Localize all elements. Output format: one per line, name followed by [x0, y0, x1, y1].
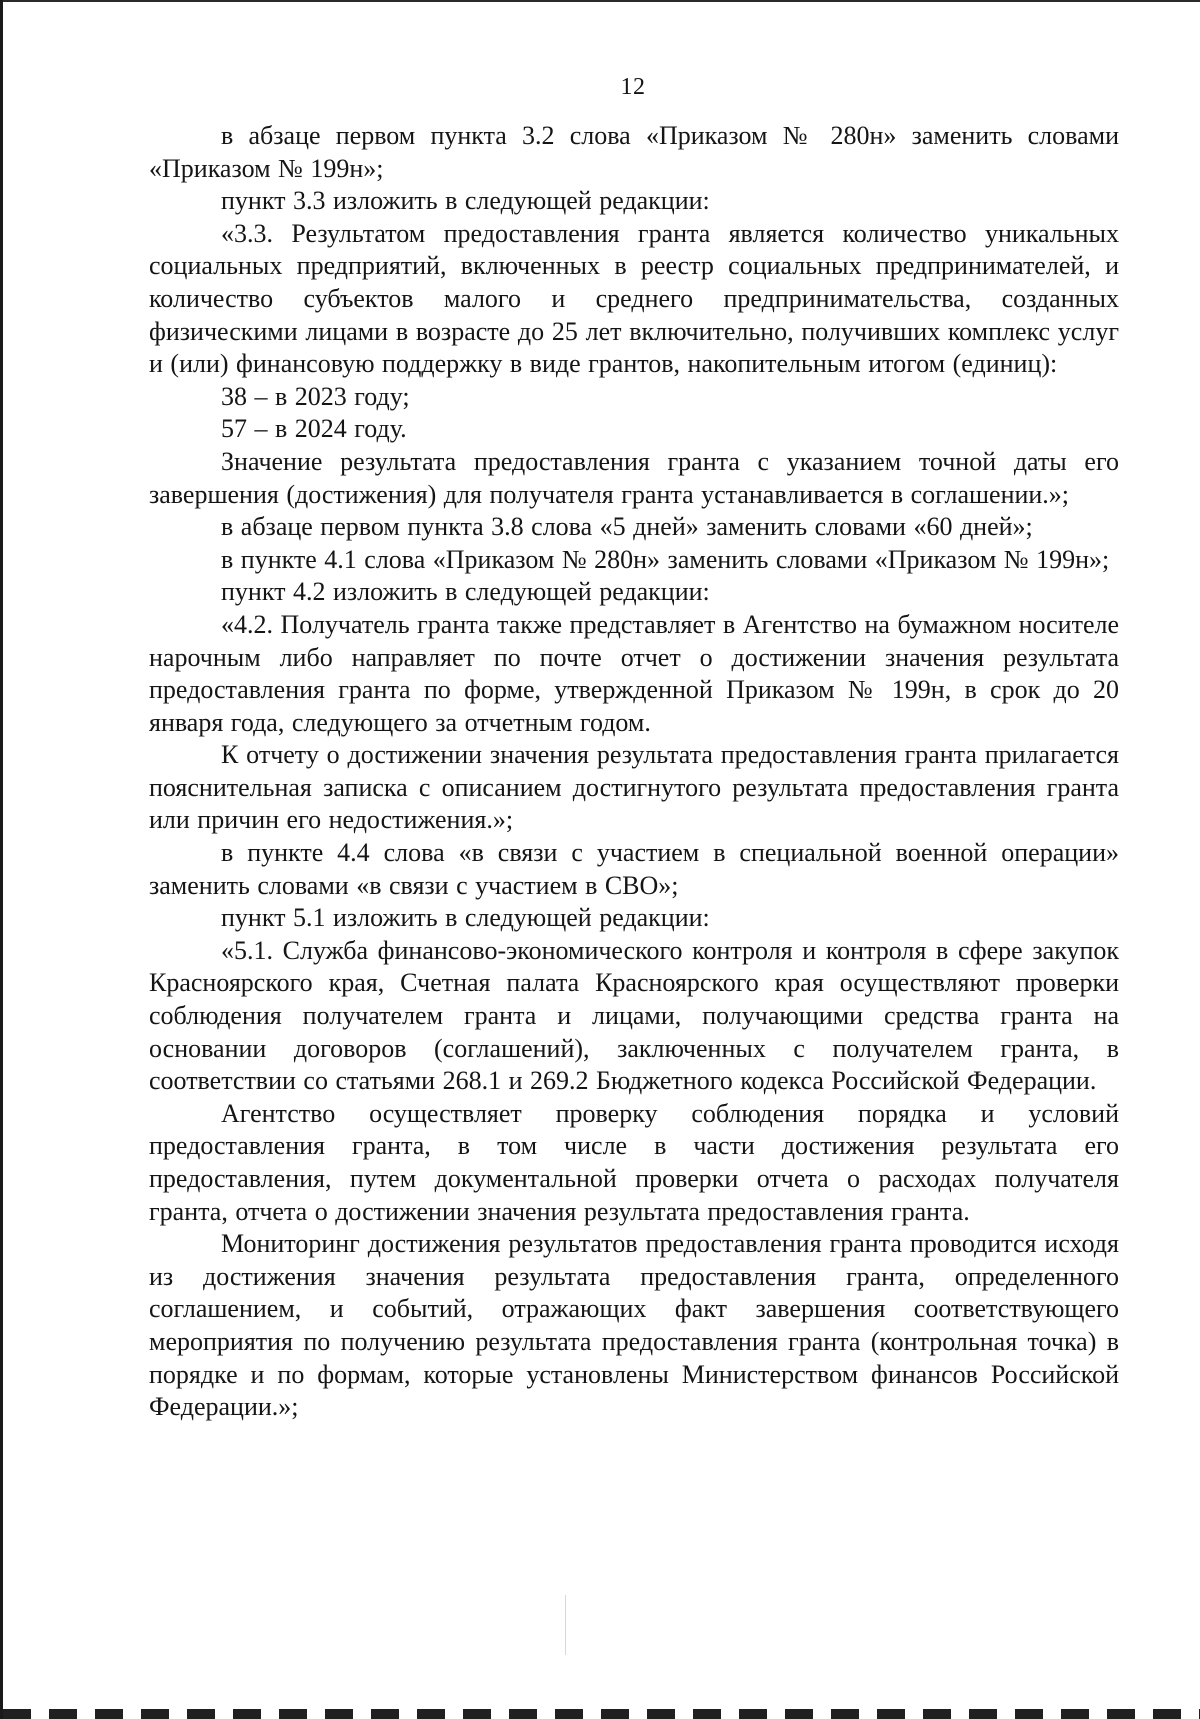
scan-edge-bottom — [3, 1709, 1200, 1719]
page-number: 12 — [620, 74, 646, 100]
paragraph-1: в абзаце первом пункта 3.2 слова «Приказом № 280н» заменить словами «Приказом № 199н»; — [149, 121, 1119, 183]
paragraph-14: «5.1. Служба финансово-экономического контроля и контроля в сфере закупок Красноярского края, Счетная палата Красноярского края осуществляют проверки соблюдения получателем гранта и лицами, получающими средства гранта на основании договоров (соглашений), заключенных с получателем гранта, в соответствии со статьями 268.1 и 269.2 Бюджетного кодекса Российской Федерации. — [149, 935, 1119, 1096]
paragraph-10: «4.2. Получатель гранта также представляет в Агентство на бумажном носителе нарочным либо направляет по почте отчет о достижении значения результата предоставления гранта по форме, утвержденной Приказом № 199н, в срок до 20 января года, следующего за отчетным годом. — [149, 609, 1119, 737]
paragraph-6: Значение результата предоставления гранта с указанием точной даты его завершения (достижения) для получателя гранта устанавливается в соглашении.»; — [149, 446, 1119, 509]
paragraph-8: в пункте 4.1 слова «Приказом № 280н» заменить словами «Приказом № 199н»; — [221, 544, 1110, 574]
paragraph-5: 57 – в 2024 году. — [221, 414, 407, 444]
paragraph-11: К отчету о достижении значения результата предоставления гранта прилагается пояснительная записка с описанием достигнутого результата предоставления гранта или причин его недостижения.»; — [149, 740, 1119, 835]
scan-edge-top — [3, 0, 1200, 6]
scan-artifact-line — [565, 1595, 566, 1655]
paragraph-4: 38 – в 2023 году; — [221, 381, 410, 411]
paragraph-16: Мониторинг достижения результатов предоставления гранта проводится исходя из достижения значения результата предоставления гранта, определенного соглашением, и событий, отражающих факт завершения соответствующего мероприятия по получению результата предоставления гранта (контрольная точка) в порядке и по формам, которые установлены Министерством финансов Российской Федерации.»; — [149, 1229, 1119, 1422]
paragraph-2: пункт 3.3 изложить в следующей редакции: — [221, 186, 710, 216]
paragraph-9: пункт 4.2 изложить в следующей редакции: — [221, 577, 710, 607]
document-body — [149, 120, 1119, 1424]
paragraph-15: Агентство осуществляет проверку соблюдения порядка и условий предоставления гранта, в том числе в части достижения результата его предоставления, путем документальной проверки отчета о расходах получателя гранта, отчета о достижении значения результата предоставления гранта. — [149, 1098, 1119, 1226]
paragraph-13: пункт 5.1 изложить в следующей редакции: — [221, 903, 710, 933]
paragraph-3: «3.3. Результатом предоставления гранта является количество уникальных социальных предприятий, включенных в реестр социальных предпринимателей, и количество субъектов малого и среднего предпринимательства, созданных физическими лицами в возрасте до 25 лет включительно, получивших комплекс услуг и (или) финансовую поддержку в виде грантов, накопительным итогом (единиц): — [149, 218, 1119, 379]
paragraph-12: в пункте 4.4 слова «в связи с участием в специальной военной операции» заменить словами «в связи с участием в СВО»; — [149, 838, 1119, 900]
paragraph-7: в абзаце первом пункта 3.8 слова «5 дней» заменить словами «60 дней»; — [221, 512, 1033, 542]
